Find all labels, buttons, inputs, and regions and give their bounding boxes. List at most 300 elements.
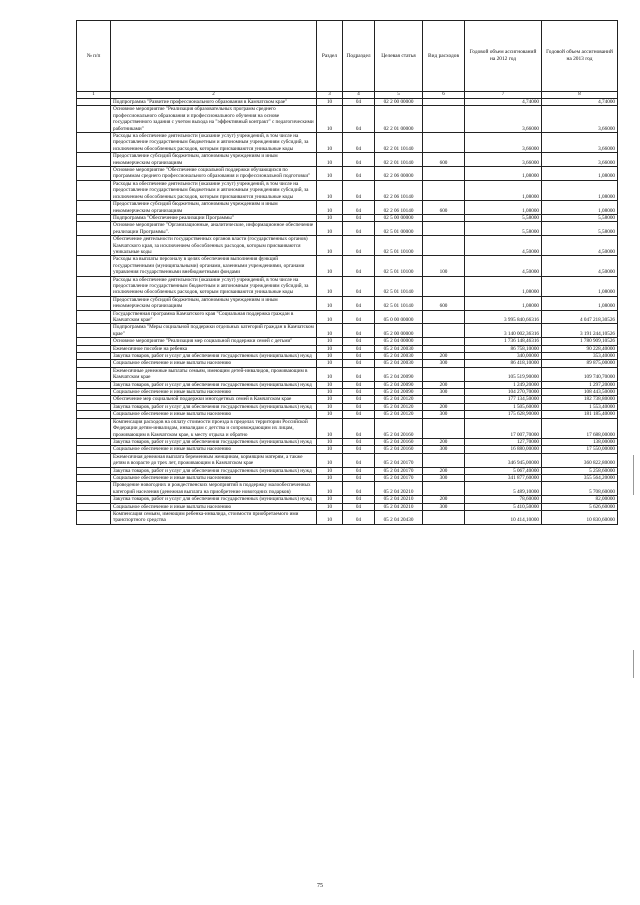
- cell-num: [77, 381, 111, 388]
- cell-r: 10: [317, 256, 343, 276]
- cell-r: 10: [317, 310, 343, 324]
- cell-a: 4,50000: [465, 236, 542, 256]
- cell-name: Подпрограмма "Развитие профессионального образования в Камчатском крае": [111, 99, 317, 106]
- cell-p: 04: [343, 201, 375, 215]
- cell-num: [77, 180, 111, 200]
- cell-a: 78,60000: [465, 496, 542, 503]
- cell-name: Социальное обеспечение и иные выплаты населению: [111, 474, 317, 481]
- cell-p: 04: [343, 389, 375, 396]
- cell-a: 1,08000: [465, 276, 542, 296]
- cell-num: [77, 338, 111, 345]
- table-row: [77, 296, 618, 310]
- table-row: [77, 180, 618, 200]
- cell-r: 10: [317, 353, 343, 360]
- cell-name: Подпрограмма "Обеспечение реализации Программы": [111, 214, 317, 221]
- cell-a: 17 007,70000: [465, 418, 542, 438]
- cell-b: 3,66000: [542, 153, 618, 167]
- cell-b: 138,00000: [542, 438, 618, 445]
- cell-num: [77, 296, 111, 310]
- cell-a: 1,08000: [465, 167, 542, 181]
- cell-r: 10: [317, 153, 343, 167]
- cell-b: 17 550,00000: [542, 446, 618, 453]
- table-row: [77, 338, 618, 345]
- cell-b: 5 258,60000: [542, 467, 618, 474]
- cell-b: 4,74000: [542, 99, 618, 106]
- cell-num: [77, 446, 111, 453]
- cell-r: 10: [317, 99, 343, 106]
- cell-r: 10: [317, 496, 343, 503]
- cell-r: 10: [317, 381, 343, 388]
- header-target-article: Целевая статья: [375, 21, 423, 92]
- cell-vr: [423, 310, 465, 324]
- cell-vr: 600: [423, 153, 465, 167]
- cell-num: [77, 510, 111, 524]
- scan-edge-mark: [633, 650, 634, 678]
- cell-vr: [423, 236, 465, 256]
- cell-num: [77, 99, 111, 106]
- cell-p: 04: [343, 467, 375, 474]
- cell-p: 04: [343, 367, 375, 381]
- table-row: [77, 396, 618, 403]
- cell-b: 355 564,20000: [542, 474, 618, 481]
- cell-cs: 02 5 01 10140: [375, 296, 423, 310]
- cell-name: Основное мероприятие "Реализация мер социальной поддержки семей с детьми": [111, 338, 317, 345]
- cell-name: Основное мероприятие "Обеспечение социальной поддержки обучающихся по программам среднего профессионального образования и профессиональной подготовки": [111, 167, 317, 181]
- cell-cs: 02 2 01 10140: [375, 133, 423, 153]
- cell-num: [77, 133, 111, 153]
- cell-num: [77, 418, 111, 438]
- cell-name: Социальное обеспечение и иные выплаты населению: [111, 411, 317, 418]
- cell-p: 04: [343, 446, 375, 453]
- cell-name: Закупка товаров, работ и услуг для обеспечения государственных (муниципальных) нужд: [111, 467, 317, 474]
- cell-b: 89 875,00000: [542, 360, 618, 367]
- cell-vr: [423, 367, 465, 381]
- cell-num: [77, 106, 111, 133]
- cell-num: [77, 153, 111, 167]
- cell-a: 346 945,00000: [465, 453, 542, 467]
- cell-p: 04: [343, 324, 375, 338]
- cell-b: 353,40000: [542, 353, 618, 360]
- cell-b: 4,50000: [542, 256, 618, 276]
- cell-name: Расходы на обеспечение деятельности (оказание услуг) учреждений, в том числе на предоставление государственным бюджетным и автономным учреждениям субсидий, за исключением обособленных расходов, которым присваиваются уникальные коды: [111, 276, 317, 296]
- cell-cs: 05 2 04 20090: [375, 389, 423, 396]
- page-number: 75: [317, 883, 323, 889]
- cell-p: 04: [343, 214, 375, 221]
- cell-cs: 02 5 01 10100: [375, 256, 423, 276]
- cell-name: Социальное обеспечение и иные выплаты населению: [111, 360, 317, 367]
- cell-num: [77, 324, 111, 338]
- cell-p: 04: [343, 236, 375, 256]
- cell-r: 10: [317, 503, 343, 510]
- cell-vr: [423, 222, 465, 236]
- cell-cs: 02 5 01 00000: [375, 222, 423, 236]
- cell-num: [77, 467, 111, 474]
- cell-vr: [423, 180, 465, 200]
- cell-cs: 02 2 06 10140: [375, 201, 423, 215]
- cell-name: Расходы на обеспечение деятельности (оказание услуг) учреждений, в том числе на предоставление государственным бюджетным и автономным учреждениям субсидий, за исключением обособленных расходов, которым присваиваются уникальные коды: [111, 133, 317, 153]
- cell-p: 04: [343, 296, 375, 310]
- cell-vr: [423, 324, 465, 338]
- cell-cs: 02 5 00 00000: [375, 214, 423, 221]
- cell-p: 04: [343, 133, 375, 153]
- cell-num: [77, 353, 111, 360]
- cell-num: [77, 201, 111, 215]
- cell-b: 3,66000: [542, 133, 618, 153]
- cell-vr: 300: [423, 411, 465, 418]
- cell-a: 3,66000: [465, 133, 542, 153]
- cell-cs: 02 2 06 10140: [375, 180, 423, 200]
- cell-vr: 200: [423, 381, 465, 388]
- cell-name: Расходы на выплаты персоналу в целях обеспечения выполнения функций государственными (муниципальными) органами, казенными учреждениями, органами управления государственными внебюджетными фондами: [111, 256, 317, 276]
- column-number: 1: [77, 92, 111, 99]
- cell-a: 3 995 840,66316: [465, 310, 542, 324]
- cell-vr: [423, 345, 465, 352]
- cell-vr: 200: [423, 467, 465, 474]
- cell-name: Обеспечение деятельности государственных органов власти (государственных органов) Камчатского края, за исключением обособленных расходов, которым присваиваются уникальные коды: [111, 236, 317, 256]
- cell-p: 04: [343, 453, 375, 467]
- cell-num: [77, 256, 111, 276]
- table-row: [77, 411, 618, 418]
- table-row: [77, 99, 618, 106]
- cell-a: 86 418,10000: [465, 360, 542, 367]
- table-row: [77, 310, 618, 324]
- column-number-row: [77, 92, 618, 99]
- cell-p: 04: [343, 256, 375, 276]
- cell-cs: 05 2 04 20210: [375, 503, 423, 510]
- cell-num: [77, 503, 111, 510]
- cell-vr: 600: [423, 201, 465, 215]
- cell-cs: 02 5 01 10140: [375, 276, 423, 296]
- cell-b: 1,08000: [542, 276, 618, 296]
- cell-p: 04: [343, 353, 375, 360]
- cell-num: [77, 403, 111, 410]
- cell-vr: [423, 482, 465, 496]
- cell-r: 10: [317, 338, 343, 345]
- cell-b: 1 553,40000: [542, 403, 618, 410]
- cell-r: 10: [317, 345, 343, 352]
- cell-name: Ежемесячные денежные выплаты семьям, имеющим детей-инвалидов, проживающим в Камчатском крае: [111, 367, 317, 381]
- cell-a: 127,70000: [465, 438, 542, 445]
- table-row: [77, 496, 618, 503]
- cell-a: 5,58000: [465, 214, 542, 221]
- table-row: [77, 153, 618, 167]
- header-podrazdel: Подраздел: [343, 21, 375, 92]
- cell-a: 5 067,40000: [465, 467, 542, 474]
- cell-p: 04: [343, 510, 375, 524]
- cell-name: Основное мероприятие "Реализация образовательных программ среднего профессионального образования и профессионального обучения на основе государственного задания с учетом выхода на "эффективный контракт" с педагогическими работниками": [111, 106, 317, 133]
- table-row: [77, 403, 618, 410]
- header-expense-type: Вид расходов: [423, 21, 465, 92]
- cell-a: 5 489,10000: [465, 482, 542, 496]
- cell-p: 04: [343, 496, 375, 503]
- cell-a: 86 758,10000: [465, 345, 542, 352]
- table-row: [77, 389, 618, 396]
- cell-b: 3,66000: [542, 106, 618, 133]
- cell-a: 3 140 002,36316: [465, 324, 542, 338]
- column-number: 3: [317, 92, 343, 99]
- cell-num: [77, 474, 111, 481]
- cell-name: Государственная программа Камчатского края "Социальная поддержка граждан в Камчатском крае": [111, 310, 317, 324]
- column-number: 6: [423, 92, 465, 99]
- cell-p: 04: [343, 482, 375, 496]
- cell-name: Закупка товаров, работ и услуг для обеспечения государственных (муниципальных) нужд: [111, 353, 317, 360]
- cell-b: 5,58000: [542, 222, 618, 236]
- cell-p: 04: [343, 180, 375, 200]
- cell-b: 4 047 218,30526: [542, 310, 618, 324]
- cell-p: 04: [343, 106, 375, 133]
- cell-a: 175 628,90000: [465, 411, 542, 418]
- cell-p: 04: [343, 381, 375, 388]
- table-row: [77, 503, 618, 510]
- cell-b: 10 830,60000: [542, 510, 618, 524]
- cell-num: [77, 396, 111, 403]
- cell-num: [77, 310, 111, 324]
- cell-r: 10: [317, 133, 343, 153]
- cell-cs: 05 2 04 20030: [375, 360, 423, 367]
- cell-vr: 300: [423, 474, 465, 481]
- cell-r: 10: [317, 167, 343, 181]
- budget-table-page: [76, 20, 617, 525]
- cell-r: 10: [317, 180, 343, 200]
- cell-p: 04: [343, 338, 375, 345]
- cell-cs: 05 2 04 20170: [375, 474, 423, 481]
- cell-cs: 05 2 04 20160: [375, 438, 423, 445]
- cell-num: [77, 276, 111, 296]
- table-row: [77, 467, 618, 474]
- cell-cs: 05 2 04 20210: [375, 496, 423, 503]
- cell-r: 10: [317, 438, 343, 445]
- table-row: [77, 276, 618, 296]
- cell-cs: 05 2 04 20430: [375, 510, 423, 524]
- cell-name: Компенсация семьям, имеющим ребенка-инвалида, стоимости приобретаемого ими транспортного средства: [111, 510, 317, 524]
- cell-cs: 02 2 00 00000: [375, 99, 423, 106]
- table-row: [77, 133, 618, 153]
- cell-num: [77, 389, 111, 396]
- cell-b: 5 626,60000: [542, 503, 618, 510]
- cell-p: 04: [343, 345, 375, 352]
- header-2012: Годовой объем ассигнований на 2012 год: [465, 21, 542, 92]
- cell-vr: 300: [423, 446, 465, 453]
- cell-b: 182 738,80000: [542, 396, 618, 403]
- cell-b: 1 780 909,10526: [542, 338, 618, 345]
- cell-a: 1,08000: [465, 201, 542, 215]
- table-row: [77, 236, 618, 256]
- table-row: [77, 214, 618, 221]
- cell-b: 360 822,80000: [542, 453, 618, 467]
- table-row: [77, 438, 618, 445]
- cell-name: Предоставление субсидий бюджетным, автономным учреждениям и иным некоммерческим организациям: [111, 153, 317, 167]
- cell-b: 4,50000: [542, 236, 618, 256]
- cell-p: 04: [343, 360, 375, 367]
- cell-vr: 300: [423, 389, 465, 396]
- cell-num: [77, 496, 111, 503]
- cell-a: 105 519,90000: [465, 367, 542, 381]
- cell-a: 340,00000: [465, 353, 542, 360]
- cell-cs: 05 2 04 20120: [375, 396, 423, 403]
- cell-p: 04: [343, 438, 375, 445]
- cell-a: 5 410,50000: [465, 503, 542, 510]
- scan-edge-mark: [633, 455, 634, 495]
- cell-name: Подпрограмма "Меры социальной поддержки отдельных категорий граждан в Камчатском крае": [111, 324, 317, 338]
- table-row: [77, 367, 618, 381]
- cell-b: 90 228,40000: [542, 345, 618, 352]
- table-row: [77, 222, 618, 236]
- cell-r: 10: [317, 446, 343, 453]
- cell-p: 04: [343, 503, 375, 510]
- cell-a: 5,58000: [465, 222, 542, 236]
- cell-vr: [423, 396, 465, 403]
- cell-cs: 05 2 04 20160: [375, 418, 423, 438]
- cell-b: 1,08000: [542, 296, 618, 310]
- cell-num: [77, 214, 111, 221]
- cell-b: 5,58000: [542, 214, 618, 221]
- cell-b: 1,08000: [542, 180, 618, 200]
- cell-r: 10: [317, 396, 343, 403]
- cell-r: 10: [317, 367, 343, 381]
- header-razdel: Раздел: [317, 21, 343, 92]
- cell-num: [77, 360, 111, 367]
- cell-r: 10: [317, 403, 343, 410]
- cell-vr: [423, 99, 465, 106]
- cell-cs: 05 2 04 20030: [375, 353, 423, 360]
- table-row: [77, 453, 618, 467]
- cell-p: 04: [343, 276, 375, 296]
- cell-r: 10: [317, 106, 343, 133]
- cell-a: 3,66000: [465, 153, 542, 167]
- cell-r: 10: [317, 474, 343, 481]
- cell-a: 1 736 148,46316: [465, 338, 542, 345]
- cell-a: 177 134,50000: [465, 396, 542, 403]
- cell-cs: 05 2 04 00000: [375, 338, 423, 345]
- cell-num: [77, 438, 111, 445]
- cell-a: 1 249,20000: [465, 381, 542, 388]
- cell-name: Обеспечение мер социальной поддержки многодетных семей в Камчатском крае: [111, 396, 317, 403]
- table-row: [77, 256, 618, 276]
- cell-cs: 05 2 00 00000: [375, 324, 423, 338]
- cell-name: Социальное обеспечение и иные выплаты населению: [111, 503, 317, 510]
- cell-a: 1 505,60000: [465, 403, 542, 410]
- column-number: 4: [343, 92, 375, 99]
- cell-num: [77, 222, 111, 236]
- cell-vr: [423, 106, 465, 133]
- cell-cs: 02 2 06 00000: [375, 167, 423, 181]
- cell-vr: 200: [423, 353, 465, 360]
- table-row: [77, 381, 618, 388]
- table-row: [77, 482, 618, 496]
- cell-name: Закупка товаров, работ и услуг для обеспечения государственных (муниципальных) нужд: [111, 403, 317, 410]
- cell-cs: 05 2 04 20090: [375, 367, 423, 381]
- cell-r: 10: [317, 467, 343, 474]
- cell-vr: 300: [423, 503, 465, 510]
- cell-a: 1,08000: [465, 296, 542, 310]
- cell-name: Предоставление субсидий бюджетным, автономным учреждениям и иным некоммерческим организациям: [111, 296, 317, 310]
- cell-r: 10: [317, 418, 343, 438]
- cell-b: 1,08000: [542, 167, 618, 181]
- cell-name: Социальное обеспечение и иные выплаты населению: [111, 389, 317, 396]
- cell-r: 10: [317, 236, 343, 256]
- cell-cs: 02 5 01 10100: [375, 236, 423, 256]
- budget-table: [76, 20, 618, 525]
- table-row: [77, 345, 618, 352]
- cell-r: 10: [317, 222, 343, 236]
- table-row: [77, 418, 618, 438]
- header-2013: Годовой объем ассигнований на 2013 год: [542, 21, 618, 92]
- cell-vr: [423, 338, 465, 345]
- cell-a: 10 414,10000: [465, 510, 542, 524]
- column-number: 7: [465, 92, 542, 99]
- cell-r: 10: [317, 482, 343, 496]
- header-name: [111, 21, 317, 92]
- cell-num: [77, 167, 111, 181]
- table-row: [77, 106, 618, 133]
- cell-a: 3,66000: [465, 106, 542, 133]
- cell-r: 10: [317, 389, 343, 396]
- cell-name: Компенсация расходов на оплату стоимости проезда в пределах территории Российской Федерации детям-инвалидам, инвалидам с детства и сопровождающим их лицам, проживающим в Камчатском крае, к месту отдыха и обратно: [111, 418, 317, 438]
- cell-name: Основное мероприятие "Организационные, аналитические, информационное обеспечение реализации Программы".: [111, 222, 317, 236]
- cell-a: 4,50000: [465, 256, 542, 276]
- cell-num: [77, 345, 111, 352]
- cell-vr: 200: [423, 438, 465, 445]
- cell-a: 1,08000: [465, 180, 542, 200]
- cell-name: Расходы на обеспечение деятельности (оказание услуг) учреждений, в том числе на предоставление государственным бюджетным и автономным учреждениям субсидий, за исключением обособленных расходов, которым присваиваются уникальные коды: [111, 180, 317, 200]
- cell-r: 10: [317, 453, 343, 467]
- cell-b: 109 740,70000: [542, 367, 618, 381]
- cell-vr: [423, 510, 465, 524]
- cell-p: 04: [343, 403, 375, 410]
- cell-r: 10: [317, 360, 343, 367]
- cell-name: Закупка товаров, работ и услуг для обеспечения государственных (муниципальных) нужд: [111, 438, 317, 445]
- cell-a: 16 880,00000: [465, 446, 542, 453]
- header-num: № п/п: [77, 21, 111, 92]
- cell-a: 4,74000: [465, 99, 542, 106]
- cell-cs: 02 2 01 10140: [375, 153, 423, 167]
- cell-b: 181 185,40000: [542, 411, 618, 418]
- cell-name: Предоставление субсидий бюджетным, автономным учреждениям и иным некоммерческим организациям: [111, 201, 317, 215]
- cell-num: [77, 453, 111, 467]
- cell-name: Социальное обеспечение и иные выплаты населению: [111, 446, 317, 453]
- cell-p: 04: [343, 167, 375, 181]
- cell-num: [77, 482, 111, 496]
- cell-r: 10: [317, 324, 343, 338]
- table-row: [77, 324, 618, 338]
- cell-a: 104 270,70000: [465, 389, 542, 396]
- cell-vr: [423, 214, 465, 221]
- cell-num: [77, 411, 111, 418]
- cell-cs: 05 2 04 20120: [375, 403, 423, 410]
- cell-cs: 05 2 04 20120: [375, 411, 423, 418]
- cell-cs: 05 2 04 20170: [375, 467, 423, 474]
- cell-p: 04: [343, 99, 375, 106]
- cell-p: 04: [343, 222, 375, 236]
- cell-vr: [423, 167, 465, 181]
- table-row: [77, 201, 618, 215]
- cell-p: 04: [343, 418, 375, 438]
- cell-cs: 05 2 04 20030: [375, 345, 423, 352]
- column-number: 8: [542, 92, 618, 99]
- column-number: 2: [111, 92, 317, 99]
- cell-cs: 05 2 04 20170: [375, 453, 423, 467]
- cell-r: 10: [317, 411, 343, 418]
- cell-cs: 05 2 04 20210: [375, 482, 423, 496]
- cell-name: Ежемесячное пособие на ребенка: [111, 345, 317, 352]
- column-number: 5: [375, 92, 423, 99]
- cell-p: 04: [343, 411, 375, 418]
- cell-vr: 200: [423, 403, 465, 410]
- table-row: [77, 446, 618, 453]
- cell-cs: 02 2 01 00000: [375, 106, 423, 133]
- header-row: [77, 21, 618, 92]
- cell-b: 5 708,60000: [542, 482, 618, 496]
